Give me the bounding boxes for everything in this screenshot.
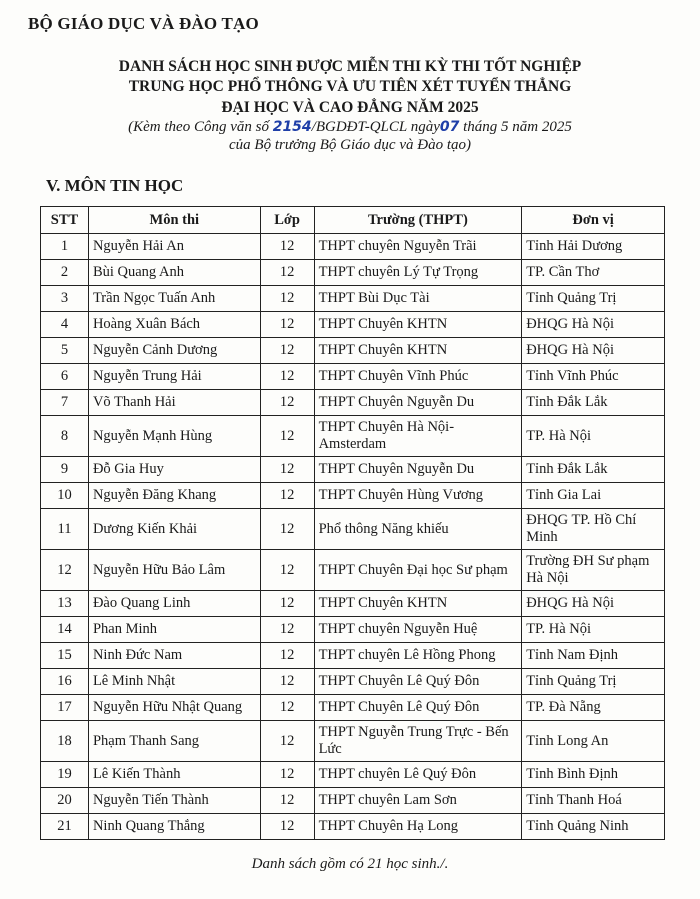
cell-stt: 17 bbox=[41, 695, 89, 721]
cell-school: Phổ thông Năng khiếu bbox=[314, 509, 522, 550]
cell-stt: 9 bbox=[41, 457, 89, 483]
cell-stt: 4 bbox=[41, 312, 89, 338]
table-row bbox=[41, 617, 665, 643]
cell-name: Trần Ngọc Tuấn Anh bbox=[88, 286, 260, 312]
cell-stt: 7 bbox=[41, 390, 89, 416]
cell-school: THPT chuyên Nguyễn Huệ bbox=[314, 617, 522, 643]
cell-school: THPT Chuyên Lê Quý Đôn bbox=[314, 669, 522, 695]
cell-stt: 10 bbox=[41, 483, 89, 509]
reference-prefix: (Kèm theo Công văn số bbox=[128, 119, 269, 135]
cell-unit: TP. Hà Nội bbox=[522, 617, 665, 643]
cell-grade: 12 bbox=[260, 364, 314, 390]
handwritten-day: 07 bbox=[439, 119, 460, 135]
cell-name: Hoàng Xuân Bách bbox=[88, 312, 260, 338]
cell-unit: TP. Hà Nội bbox=[522, 416, 665, 457]
table-row bbox=[41, 591, 665, 617]
cell-grade: 12 bbox=[260, 312, 314, 338]
cell-unit: Tỉnh Nam Định bbox=[522, 643, 665, 669]
cell-name: Ninh Quang Thắng bbox=[88, 814, 260, 840]
cell-school: THPT Chuyên Nguyễn Du bbox=[314, 390, 522, 416]
reference-line bbox=[60, 119, 640, 136]
cell-name: Đỗ Gia Huy bbox=[88, 457, 260, 483]
cell-grade: 12 bbox=[260, 457, 314, 483]
table-row bbox=[41, 669, 665, 695]
cell-school: THPT Chuyên KHTN bbox=[314, 591, 522, 617]
table-row bbox=[41, 762, 665, 788]
document-title-line-3: ĐẠI HỌC VÀ CAO ĐẲNG NĂM 2025 bbox=[221, 99, 479, 116]
cell-name: Dương Kiến Khải bbox=[88, 509, 260, 550]
cell-school: THPT Chuyên Hà Nội-Amsterdam bbox=[314, 416, 522, 457]
cell-unit: Tỉnh Vĩnh Phúc bbox=[522, 364, 665, 390]
table-row bbox=[41, 260, 665, 286]
cell-grade: 12 bbox=[260, 669, 314, 695]
table-body bbox=[41, 234, 665, 840]
table-row bbox=[41, 416, 665, 457]
cell-unit: Tỉnh Bình Định bbox=[522, 762, 665, 788]
cell-unit: ĐHQG TP. Hồ Chí Minh bbox=[522, 509, 665, 550]
cell-unit: Tỉnh Quảng Ninh bbox=[522, 814, 665, 840]
cell-unit: Tỉnh Hải Dương bbox=[522, 234, 665, 260]
header-school: Trường (THPT) bbox=[314, 207, 522, 234]
cell-stt: 19 bbox=[41, 762, 89, 788]
cell-grade: 12 bbox=[260, 721, 314, 762]
cell-unit: Tỉnh Đắk Lắk bbox=[522, 457, 665, 483]
cell-stt: 8 bbox=[41, 416, 89, 457]
cell-stt: 20 bbox=[41, 788, 89, 814]
cell-stt: 1 bbox=[41, 234, 89, 260]
footer-note: Danh sách gồm có 21 học sinh./. bbox=[251, 856, 449, 872]
table-header-row bbox=[41, 207, 665, 234]
cell-school: THPT chuyên Nguyễn Trãi bbox=[314, 234, 522, 260]
table-row bbox=[41, 286, 665, 312]
cell-school: THPT Chuyên KHTN bbox=[314, 338, 522, 364]
student-table bbox=[40, 206, 665, 840]
table-row bbox=[41, 721, 665, 762]
table-row bbox=[41, 550, 665, 591]
header-unit: Đơn vị bbox=[522, 207, 665, 234]
table-row bbox=[41, 788, 665, 814]
cell-school: THPT Chuyên Hùng Vương bbox=[314, 483, 522, 509]
handwritten-document-number: 2154 bbox=[272, 119, 312, 135]
cell-name: Nguyễn Tiến Thành bbox=[88, 788, 260, 814]
section-title: V. MÔN TIN HỌC bbox=[46, 176, 184, 195]
cell-grade: 12 bbox=[260, 762, 314, 788]
cell-grade: 12 bbox=[260, 234, 314, 260]
cell-grade: 12 bbox=[260, 338, 314, 364]
cell-unit: TP. Đà Nẵng bbox=[522, 695, 665, 721]
cell-unit: Tỉnh Quảng Trị bbox=[522, 669, 665, 695]
cell-name: Nguyễn Hải An bbox=[88, 234, 260, 260]
cell-school: THPT Chuyên Vĩnh Phúc bbox=[314, 364, 522, 390]
cell-unit: Tỉnh Long An bbox=[522, 721, 665, 762]
header-grade: Lớp bbox=[260, 207, 314, 234]
cell-stt: 13 bbox=[41, 591, 89, 617]
cell-school: THPT Chuyên Hạ Long bbox=[314, 814, 522, 840]
cell-stt: 18 bbox=[41, 721, 89, 762]
cell-grade: 12 bbox=[260, 814, 314, 840]
cell-name: Nguyễn Đăng Khang bbox=[88, 483, 260, 509]
cell-stt: 2 bbox=[41, 260, 89, 286]
table-row bbox=[41, 390, 665, 416]
cell-grade: 12 bbox=[260, 695, 314, 721]
cell-unit: TP. Cần Thơ bbox=[522, 260, 665, 286]
cell-stt: 5 bbox=[41, 338, 89, 364]
cell-name: Nguyễn Mạnh Hùng bbox=[88, 416, 260, 457]
cell-name: Nguyễn Cảnh Dương bbox=[88, 338, 260, 364]
cell-school: THPT Chuyên Nguyễn Du bbox=[314, 457, 522, 483]
reference-line-2: của Bộ trưởng Bộ Giáo dục và Đào tạo) bbox=[229, 137, 471, 153]
cell-name: Phan Minh bbox=[88, 617, 260, 643]
header-name: Môn thi bbox=[88, 207, 260, 234]
cell-stt: 12 bbox=[41, 550, 89, 591]
cell-unit: ĐHQG Hà Nội bbox=[522, 338, 665, 364]
ministry-name: BỘ GIÁO DỤC VÀ ĐÀO TẠO bbox=[28, 14, 259, 33]
cell-grade: 12 bbox=[260, 643, 314, 669]
table-row bbox=[41, 457, 665, 483]
cell-grade: 12 bbox=[260, 286, 314, 312]
cell-unit: Tỉnh Thanh Hoá bbox=[522, 788, 665, 814]
cell-stt: 14 bbox=[41, 617, 89, 643]
cell-grade: 12 bbox=[260, 483, 314, 509]
cell-stt: 21 bbox=[41, 814, 89, 840]
cell-school: THPT Chuyên KHTN bbox=[314, 312, 522, 338]
cell-school: THPT chuyên Lê Quý Đôn bbox=[314, 762, 522, 788]
reference-mid: /BGDĐT-QLCL ngày bbox=[311, 119, 440, 135]
cell-name: Bùi Quang Anh bbox=[88, 260, 260, 286]
cell-stt: 6 bbox=[41, 364, 89, 390]
cell-grade: 12 bbox=[260, 550, 314, 591]
cell-name: Đào Quang Linh bbox=[88, 591, 260, 617]
table-row bbox=[41, 814, 665, 840]
cell-unit: ĐHQG Hà Nội bbox=[522, 312, 665, 338]
cell-grade: 12 bbox=[260, 416, 314, 457]
cell-school: THPT chuyên Lý Tự Trọng bbox=[314, 260, 522, 286]
cell-name: Ninh Đức Nam bbox=[88, 643, 260, 669]
cell-stt: 11 bbox=[41, 509, 89, 550]
cell-stt: 15 bbox=[41, 643, 89, 669]
cell-unit: Tỉnh Đắk Lắk bbox=[522, 390, 665, 416]
cell-name: Võ Thanh Hải bbox=[88, 390, 260, 416]
cell-school: THPT Chuyên Lê Quý Đôn bbox=[314, 695, 522, 721]
cell-school: THPT Bùi Dục Tài bbox=[314, 286, 522, 312]
cell-name: Phạm Thanh Sang bbox=[88, 721, 260, 762]
cell-school: THPT chuyên Lam Sơn bbox=[314, 788, 522, 814]
cell-name: Nguyễn Trung Hải bbox=[88, 364, 260, 390]
cell-unit: Trường ĐH Sư phạm Hà Nội bbox=[522, 550, 665, 591]
table-row bbox=[41, 695, 665, 721]
reference-suffix: tháng 5 năm 2025 bbox=[463, 119, 572, 135]
cell-grade: 12 bbox=[260, 617, 314, 643]
cell-stt: 16 bbox=[41, 669, 89, 695]
table-row bbox=[41, 234, 665, 260]
cell-school: THPT Nguyễn Trung Trực - Bến Lức bbox=[314, 721, 522, 762]
table-row bbox=[41, 483, 665, 509]
cell-grade: 12 bbox=[260, 260, 314, 286]
cell-grade: 12 bbox=[260, 390, 314, 416]
cell-school: THPT chuyên Lê Hồng Phong bbox=[314, 643, 522, 669]
table-row bbox=[41, 364, 665, 390]
cell-unit: Tỉnh Quảng Trị bbox=[522, 286, 665, 312]
cell-name: Lê Minh Nhật bbox=[88, 669, 260, 695]
cell-grade: 12 bbox=[260, 591, 314, 617]
cell-grade: 12 bbox=[260, 788, 314, 814]
cell-grade: 12 bbox=[260, 509, 314, 550]
cell-unit: ĐHQG Hà Nội bbox=[522, 591, 665, 617]
table-row bbox=[41, 509, 665, 550]
cell-name: Lê Kiến Thành bbox=[88, 762, 260, 788]
document-title-line-2: TRUNG HỌC PHỔ THÔNG VÀ ƯU TIÊN XÉT TUYỂN THẲNG bbox=[128, 78, 572, 95]
header-stt: STT bbox=[41, 207, 89, 234]
table-row bbox=[41, 338, 665, 364]
cell-name: Nguyễn Hữu Bảo Lâm bbox=[88, 550, 260, 591]
cell-school: THPT Chuyên Đại học Sư phạm bbox=[314, 550, 522, 591]
table-row bbox=[41, 312, 665, 338]
cell-stt: 3 bbox=[41, 286, 89, 312]
table-row bbox=[41, 643, 665, 669]
cell-name: Nguyễn Hữu Nhật Quang bbox=[88, 695, 260, 721]
cell-unit: Tỉnh Gia Lai bbox=[522, 483, 665, 509]
document-title-line-1: DANH SÁCH HỌC SINH ĐƯỢC MIỄN THI KỲ THI TỐT NGHIỆP bbox=[118, 58, 582, 75]
